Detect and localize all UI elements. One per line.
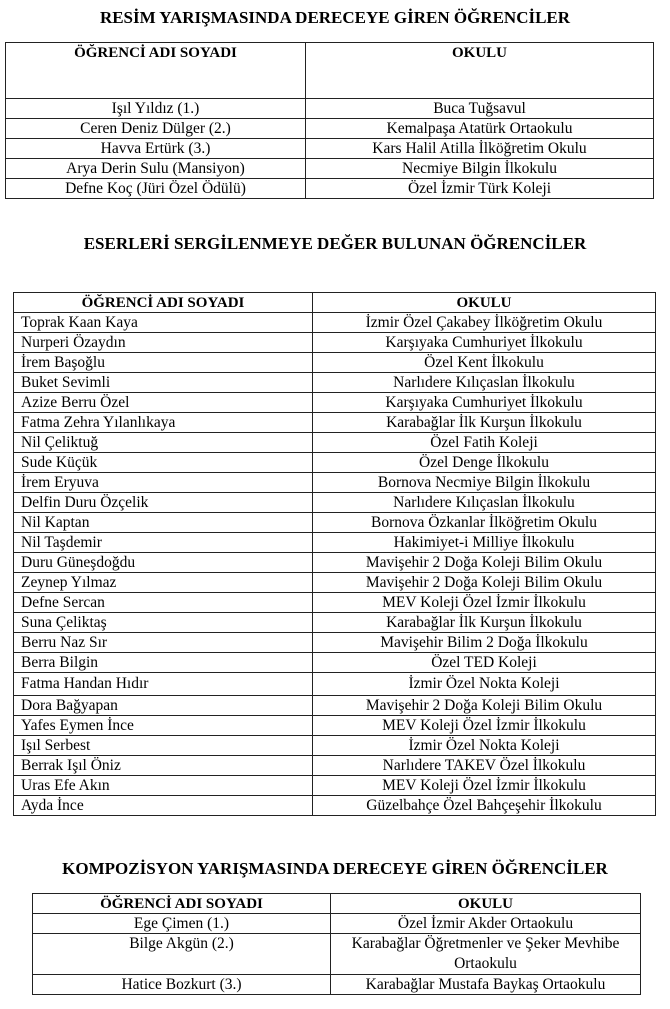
school-name: Özel Fatih Koleji [313, 433, 656, 453]
school-name: MEV Koleji Özel İzmir İlkokulu [313, 716, 656, 736]
table-row [33, 914, 641, 934]
school-name: Mavişehir 2 Doğa Koleji Bilim Okulu [313, 553, 656, 573]
student-name: Nurperi Özaydın [14, 333, 313, 353]
table-row [14, 796, 656, 816]
table-row [14, 716, 656, 736]
school-name: Karşıyaka Cumhuriyet İlkokulu [313, 393, 656, 413]
table-row [6, 179, 654, 199]
school-name: Karşıyaka Cumhuriyet İlkokulu [313, 333, 656, 353]
table-row [6, 119, 654, 139]
section-title-composition-winners: KOMPOZİSYON YARIŞMASINDA DERECEYE GİREN ÖĞRENCİLER [62, 859, 608, 878]
student-name: İrem Başoğlu [14, 353, 313, 373]
student-name: Hatice Bozkurt (3.) [33, 975, 331, 995]
painting-winners-table [5, 42, 654, 199]
school-name: Karabağlar İlk Kurşun İlkokulu [313, 413, 656, 433]
table-row [14, 453, 656, 473]
table-row [14, 673, 656, 696]
column-header-school: OKULU [331, 894, 641, 914]
table-header-row [6, 43, 654, 99]
school-name: MEV Koleji Özel İzmir İlkokulu [313, 593, 656, 613]
school-name: MEV Koleji Özel İzmir İlkokulu [313, 776, 656, 796]
student-name: Fatma Zehra Yılanlıkaya [14, 413, 313, 433]
table-row [14, 333, 656, 353]
table-row [14, 573, 656, 593]
student-name: Fatma Handan Hıdır [14, 673, 313, 696]
student-name: Ayda İnce [14, 796, 313, 816]
student-name: Berrak Işıl Öniz [14, 756, 313, 776]
school-name: Mavişehir 2 Doğa Koleji Bilim Okulu [313, 573, 656, 593]
student-name: Nil Çeliktuğ [14, 433, 313, 453]
school-name: Narlıdere Kılıçaslan İlkokulu [313, 493, 656, 513]
table-row [14, 776, 656, 796]
table-row [14, 653, 656, 673]
student-name: Dora Bağyapan [14, 696, 313, 716]
table-row [33, 975, 641, 995]
school-name: Bornova Necmiye Bilgin İlkokulu [313, 473, 656, 493]
table-row [14, 353, 656, 373]
student-name: Nil Taşdemir [14, 533, 313, 553]
section-title-exhibited-works: ESERLERİ SERGİLENMEYE DEĞER BULUNAN ÖĞRENCİLER [83, 234, 587, 253]
table-row [33, 934, 641, 975]
student-name: Ege Çimen (1.) [33, 914, 331, 934]
student-name: Uras Efe Akın [14, 776, 313, 796]
school-name: Mavişehir Bilim 2 Doğa İlkokulu [313, 633, 656, 653]
student-name: Nil Kaptan [14, 513, 313, 533]
student-name: Yafes Eymen İnce [14, 716, 313, 736]
school-name: Karabağlar İlk Kurşun İlkokulu [313, 613, 656, 633]
student-name: Bilge Akgün (2.) [33, 934, 331, 975]
table-header-row [33, 894, 641, 914]
school-name: Buca Tuğsavul [306, 99, 654, 119]
school-name: Özel Kent İlkokulu [313, 353, 656, 373]
student-name: Duru Güneşdoğdu [14, 553, 313, 573]
student-name: Azize Berru Özel [14, 393, 313, 413]
table-row [14, 593, 656, 613]
student-name: İrem Eryuva [14, 473, 313, 493]
school-name: Karabağlar Mustafa Baykaş Ortaokulu [331, 975, 641, 995]
student-name: Zeynep Yılmaz [14, 573, 313, 593]
table-row [14, 433, 656, 453]
school-name: Bornova Özkanlar İlköğretim Okulu [313, 513, 656, 533]
school-name: Necmiye Bilgin İlkokulu [306, 159, 654, 179]
section-title-painting-winners: RESİM YARIŞMASINDA DERECEYE GİREN ÖĞRENCİLER [99, 8, 571, 27]
school-name: Kemalpaşa Atatürk Ortaokulu [306, 119, 654, 139]
school-name: Hakimiyet-i Milliye İlkokulu [313, 533, 656, 553]
table-row [14, 633, 656, 653]
school-name: Mavişehir 2 Doğa Koleji Bilim Okulu [313, 696, 656, 716]
column-header-school: OKULU [313, 293, 656, 313]
school-name: Özel İzmir Akder Ortaokulu [331, 914, 641, 934]
student-name: Berra Bilgin [14, 653, 313, 673]
exhibited-works-table [13, 292, 656, 816]
school-name: Kars Halil Atilla İlköğretim Okulu [306, 139, 654, 159]
table-row [6, 159, 654, 179]
table-row [14, 613, 656, 633]
column-header-student-name: ÖĞRENCİ ADI SOYADI [33, 894, 331, 914]
student-name: Sude Küçük [14, 453, 313, 473]
school-name: Karabağlar Öğretmenler ve Şeker Mevhibe Ortaokulu [331, 934, 641, 975]
table-row [14, 736, 656, 756]
column-header-student-name: ÖĞRENCİ ADI SOYADI [6, 43, 306, 99]
school-name: İzmir Özel Nokta Koleji [313, 673, 656, 696]
student-name: Berru Naz Sır [14, 633, 313, 653]
student-name: Toprak Kaan Kaya [14, 313, 313, 333]
table-row [6, 139, 654, 159]
school-name: Özel İzmir Türk Koleji [306, 179, 654, 199]
student-name: Ceren Deniz Dülger (2.) [6, 119, 306, 139]
student-name: Defne Koç (Jüri Özel Ödülü) [6, 179, 306, 199]
student-name: Defne Sercan [14, 593, 313, 613]
student-name: Işıl Serbest [14, 736, 313, 756]
table-row [14, 373, 656, 393]
column-header-student-name: ÖĞRENCİ ADI SOYADI [14, 293, 313, 313]
school-name: Özel TED Koleji [313, 653, 656, 673]
school-name: İzmir Özel Nokta Koleji [313, 736, 656, 756]
table-row [14, 513, 656, 533]
table-row [14, 313, 656, 333]
school-name: Güzelbahçe Özel Bahçeşehir İlkokulu [313, 796, 656, 816]
composition-winners-table [32, 893, 641, 995]
table-row [6, 99, 654, 119]
table-row [14, 756, 656, 776]
student-name: Delfin Duru Özçelik [14, 493, 313, 513]
table-row [14, 473, 656, 493]
column-header-school: OKULU [306, 43, 654, 99]
school-name: Özel Denge İlkokulu [313, 453, 656, 473]
table-row [14, 533, 656, 553]
student-name: Havva Ertürk (3.) [6, 139, 306, 159]
student-name: Buket Sevimli [14, 373, 313, 393]
student-name: Işıl Yıldız (1.) [6, 99, 306, 119]
table-row [14, 393, 656, 413]
school-name: Narlıdere Kılıçaslan İlkokulu [313, 373, 656, 393]
table-row [14, 493, 656, 513]
table-row [14, 553, 656, 573]
student-name: Arya Derin Sulu (Mansiyon) [6, 159, 306, 179]
school-name: İzmir Özel Çakabey İlköğretim Okulu [313, 313, 656, 333]
table-row [14, 413, 656, 433]
student-name: Suna Çeliktaş [14, 613, 313, 633]
table-row [14, 696, 656, 716]
table-header-row [14, 293, 656, 313]
school-name: Narlıdere TAKEV Özel İlkokulu [313, 756, 656, 776]
